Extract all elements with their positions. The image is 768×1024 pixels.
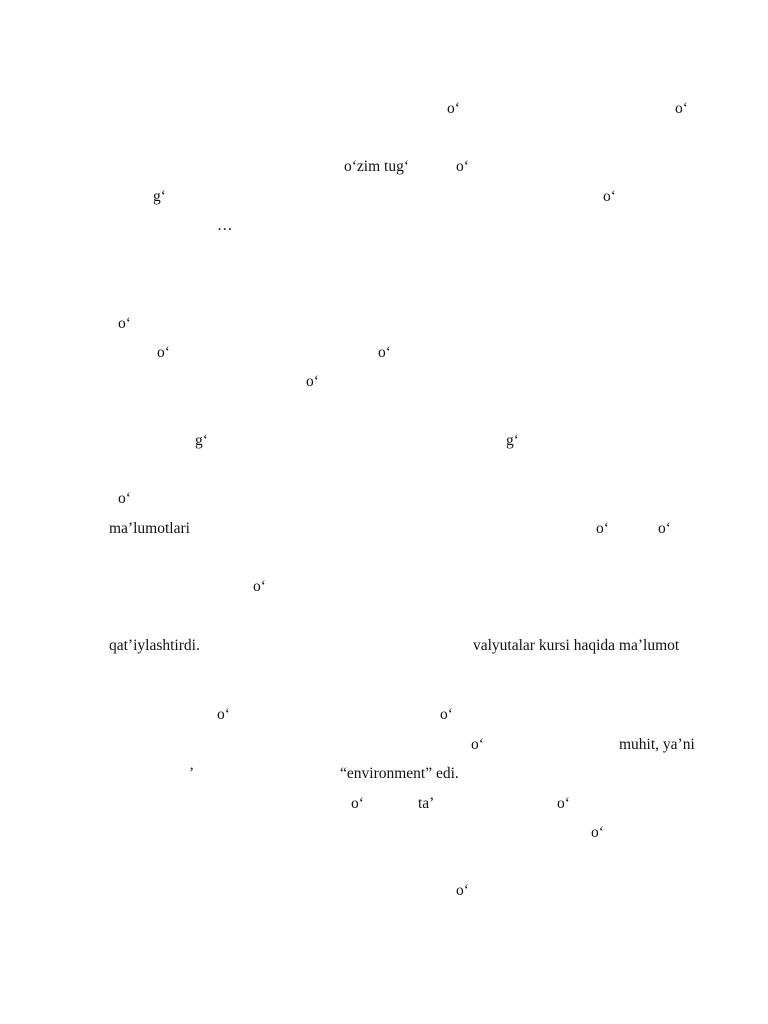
text-fragment: o‘ [253, 578, 266, 595]
text-fragment: o‘ [157, 344, 170, 361]
text-fragment: o‘ [456, 158, 469, 175]
text-fragment: ta’ [418, 795, 435, 812]
text-fragment: valyutalar kursi haqida ma’lumot [473, 637, 680, 654]
text-fragment: o‘ [675, 100, 688, 117]
text-fragment: qat’iylashtirdi. [109, 637, 200, 654]
text-fragment: o‘ [658, 520, 671, 537]
text-fragment: o‘ [217, 706, 230, 723]
text-fragment: o‘ [596, 520, 609, 537]
text-fragment: o‘ [118, 490, 131, 507]
text-fragment: … [217, 217, 233, 234]
text-fragment: o‘ [306, 373, 319, 390]
text-fragment: g‘ [153, 188, 166, 205]
text-fragment: o‘ [440, 706, 453, 723]
text-fragment: muhit, ya’ni [619, 736, 695, 753]
text-fragment: o‘zim tug‘ [344, 158, 409, 175]
text-fragment: o‘ [557, 795, 570, 812]
text-fragment: g‘ [195, 432, 208, 449]
text-fragment: ma’lumotlari [109, 520, 190, 537]
text-fragment: o‘ [591, 824, 604, 841]
text-fragment: o‘ [456, 882, 469, 899]
text-fragment: o‘ [118, 315, 131, 332]
text-fragment: “environment” edi. [340, 765, 459, 782]
text-fragment: o‘ [378, 344, 391, 361]
text-fragment: o‘ [447, 100, 460, 117]
text-fragment: g‘ [506, 432, 519, 449]
text-fragment: o‘ [471, 736, 484, 753]
text-fragment: o‘ [603, 188, 616, 205]
text-fragment: ’ [189, 765, 195, 782]
text-fragment: o‘ [351, 795, 364, 812]
